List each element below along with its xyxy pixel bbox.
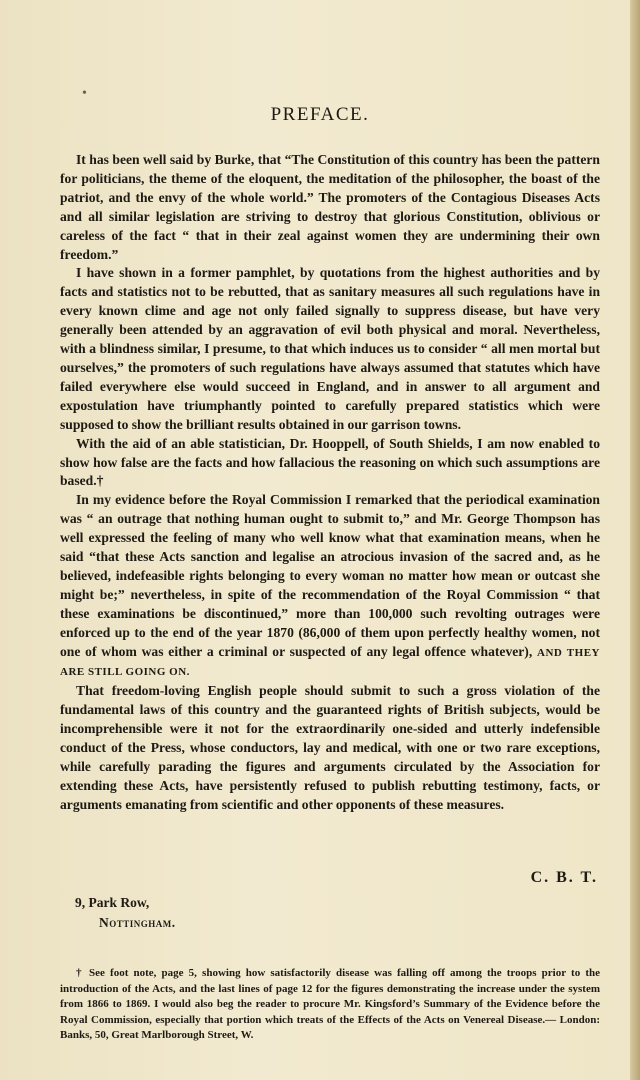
paragraph-3: With the aid of an able statistician, Dr. Hooppell, of South Shields, I am now enabled to show how false are the facts and how fallacious the reasoning on which such assumptions are based.† (60, 435, 600, 489)
address-line-1: 9, Park Row, (75, 895, 150, 910)
address-line-2: Nottingham. (99, 915, 176, 930)
paragraph-4 (60, 491, 600, 682)
paragraph-4-text: In my evidence before the Royal Commission I remarked that the periodical examination was “ an outrage that nothing human ought to submit to,” and Mr. George Thompson has well expressed the feeling of many who well know what that examination means, when he said “that these Acts sanction and legalise an atrocious invasion of the sacred and, as he believed, indefeasible rights belonging to every woman no matter how mean or outcast she might be;” nevertheless, in spite of the recommendation of the Royal Commission “ that these examinations be discontinued,” more than 100,000 such revolting outrages were enforced up to the end of the year 1870 (86,000 of them upon perfectly healthy women, not one of whom was either a criminal or suspected of any legal offence whatever), (60, 492, 600, 659)
paragraph-1: It has been well said by Burke, that “The Constitution of this country has been the pattern for politicians, the theme of the eloquent, the meditation of the philosopher, the boast of the patriot, and the envy of the whole world.” The promoters of the Contagious Diseases Acts and all similar legislation are striving to destroy that glorious Constitution, oblivious or careless of the fact “ that in their zeal against women they are undermining their own freedom.” (60, 152, 600, 262)
paragraph-4-emphasis: AND THEY ARE STILL GOING ON. (60, 646, 600, 679)
address (75, 893, 176, 933)
signature: C. B. T. (530, 869, 598, 886)
page-title: PREFACE. (270, 104, 370, 125)
page-spot: • (82, 86, 87, 101)
preface-body (60, 151, 600, 815)
paragraph-5: That freedom-loving English people should submit to such a gross violation of the fundamental laws of this country and the guaranteed rights of British subjects, would be incomprehensible were it not for the extraordinarily one-sided and utterly indefensible conduct of the Press, whose conductors, lay and medical, with one or two rare exceptions, while carefully parading the figures and arguments circulated by the Association for extending these Acts, have persistently refused to publish rebutting testimony, facts, or arguments emanating from scientific and other opponents of these measures. (60, 683, 600, 812)
footnote: † See foot note, page 5, showing how satisfactorily disease was falling off among the troops prior to the introduction of the Acts, and the last lines of page 12 for the figures demonstrating the increase under the system from 1866 to 1869. I would also beg the reader to procure Mr. Kingsford’s Summary of the Evidence before the Royal Commission, especially that portion which treats of the Effects of the Acts on Venereal Disease.— London: Banks, 50, Great Marlborough Street, W. (60, 967, 600, 1042)
paragraph-2: I have shown in a former pamphlet, by quotations from the highest authorities and by facts and statistics not to be rebutted, that as sanitary measures all such regulations have in every known clime and age not only failed signally to suppress disease, but have very generally been attended by an aggravation of evil both physical and moral. Nevertheless, with a blindness similar, I presume, to that which induces us to consider “ all men mortal but ourselves,” the promoters of such regulations have always assumed that statutes which have failed everywhere else would succeed in England, and in answer to all argument and expostulation have triumphantly pointed to carefully prepared statistics which were supposed to show the brilliant results obtained in our garrison towns. (60, 265, 600, 432)
page-edge (630, 0, 640, 1080)
